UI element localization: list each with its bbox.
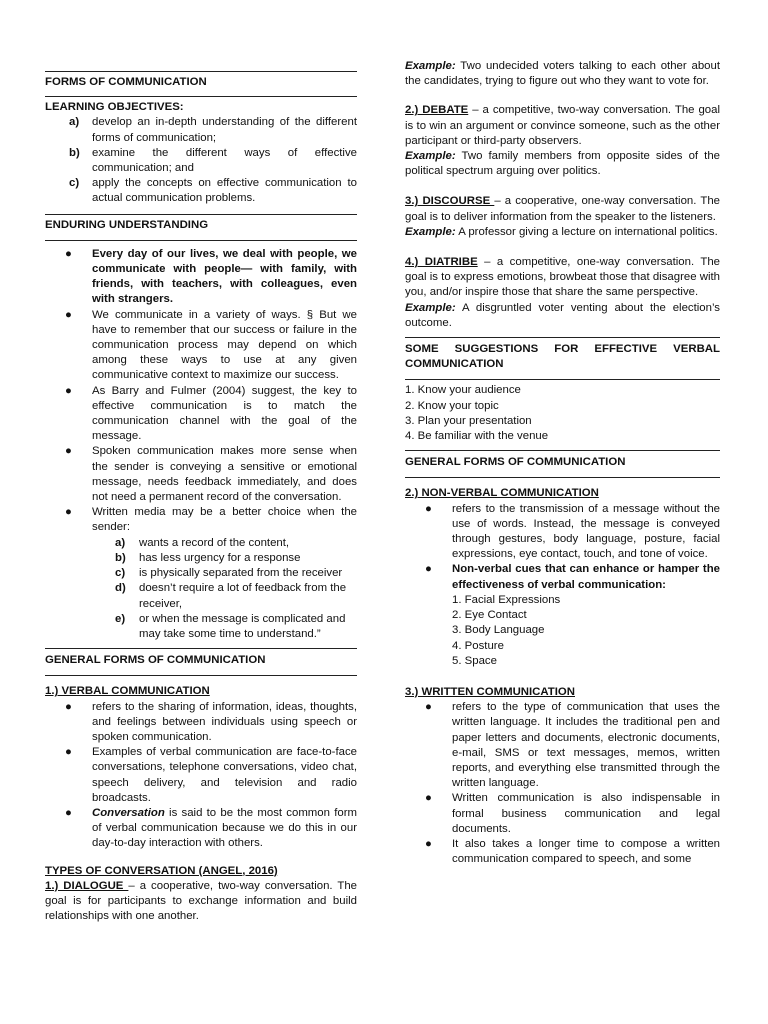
list-item: ● It also takes a longer time to compose a written communication compared to speech, and some [425,837,720,866]
list-item: ● refers to the sharing of information, ideas, thoughts, and feelings between individuals using speech or spoken communication. [65,700,357,743]
written-heading: 3.) WRITTEN COMMUNICATION [405,685,575,698]
divider [45,648,357,649]
discourse-paragraph: 3.) DISCOURSE – a cooperative, one-way conversation. The goal is to deliver information from the speaker to the listeners. [405,195,720,223]
divider [45,675,357,676]
verbal-list [45,700,357,852]
list-item: ● Conversation is said to be the most common form of verbal communication because we do this in our day-to-day interaction with others. [65,806,357,850]
list-item: b) has less urgency for a response [115,551,301,564]
list-item: 2. Know your topic [405,399,499,412]
list-item: 3. Plan your presentation [405,414,532,427]
general-forms-heading: GENERAL FORMS OF COMMUNICATION [405,456,626,469]
enduring-list [45,247,357,642]
list-item: ● As Barry and Fulmer (2004) suggest, the key to effective communication is to match the communication channel with the goal of the message. [65,384,357,443]
list-item: e) or when the message is complicated and may take some time to understand.” [115,612,346,640]
list-item: ● We communicate in a variety of ways. § But we have to remember that our success or failure in the communication process may depend on which among these ways to use at any given communicative context to maximize our success. [65,308,357,382]
list-item: 1. Know your audience [405,384,521,397]
general-forms-heading: GENERAL FORMS OF COMMUNICATION [45,654,266,667]
list-item: b) examine the different ways of effective communication; and [69,146,357,175]
enduring-heading: ENDURING UNDERSTANDING [45,218,209,231]
divider [45,71,357,72]
divider [405,450,720,451]
list-item: a) develop an in-depth understanding of the different forms of communication; [69,116,357,144]
list-item: ● Written communication is also indispensable in formal business communication and legal documents. [425,792,720,835]
verbal-heading: 1.) VERBAL COMMUNICATION [45,685,210,698]
divider [45,96,357,97]
divider [45,214,357,215]
list-item: 4. Posture [452,639,504,652]
list-item: a) wants a record of the content, [115,536,290,549]
list-item: ● Spoken communication makes more sense when the sender is conveying a sensitive or emotional message, needs feedback immediately, and does not need a permanent record of the conversation. [65,445,357,504]
list-item: ● Examples of verbal communication are face-to-face conversations, telephone conversations, video chat, speech delivery, and television and radio broadcasts. [65,746,357,804]
list-item: c) is physically separated from the receiver [115,567,343,580]
list-item: c) apply the concepts on effective communication to actual communication problems. [69,177,357,205]
divider [405,477,720,478]
dialogue-paragraph: 1.) DIALOGUE – a cooperative, two-way conversation. The goal is for participants to exchange information and build relationships with one another. [45,879,357,923]
list-item: d) doesn’t require a lot of feedback from the receiver, [115,582,347,610]
list-item: ● Every day of our lives, we deal with people, we communicate with people— with family, with friends, with teachers, with colleagues, even with strangers. [65,247,357,306]
debate-paragraph: 2.) DEBATE – a competitive, two-way conversation. The goal is to win an argument or convince someone, such as the other participant or third-party observers. [405,104,721,147]
suggestions-heading: SOME SUGGESTIONS FOR EFFECTIVE VERBAL COMMUNICATION [405,343,720,371]
list-item: 2. Eye Contact [452,609,527,622]
suggestions-list [405,383,720,444]
dialogue-example: Example: Two undecided voters talking to each other about the candidates, trying to figure out who they want to vote for. [405,60,720,88]
list-item: ● Non-verbal cues that can enhance or hamper the effectiveness of verbal communication: [425,563,720,591]
divider [405,379,720,380]
diatribe-paragraph: 4.) DIATRIBE – a competitive, one-way conversation. The goal is to express emotions, browbeat those that disagree with you, and/or inspire those that share the same perspective. [405,256,720,299]
objectives-heading: LEARNING OBJECTIVES: [45,101,184,114]
left-column [45,0,357,924]
list-item: 1. Facial Expressions [452,593,561,606]
divider [45,240,357,241]
list-item: 4. Be familiar with the venue [405,430,549,443]
list-item: 5. Space [452,654,497,667]
debate-example: Example: Two family members from opposite sides of the political spectrum arguing over politics. [405,150,720,178]
right-column [405,0,720,867]
list-item: ● Written media may be a better choice when the sender: [65,506,357,534]
list-item: ● refers to the type of communication that uses the written language. It includes the traditional pen and paper letters and documents, electronic documents, e-mail, SMS or text messages, memos, written reports, and everything else transmitted through the written language. [425,701,720,790]
discourse-example: Example: A professor giving a lecture on international politics. [405,225,718,238]
types-heading: TYPES OF CONVERSATION (ANGEL, 2016) [45,864,278,877]
nonverbal-heading: 2.) NON-VERBAL COMMUNICATION [405,487,599,500]
diatribe-example: Example: A disgruntled voter venting about the election’s outcome. [405,301,720,329]
page-title: FORMS OF COMMUNICATION [45,76,207,88]
objectives-list [45,115,357,206]
list-item: ● refers to the transmission of a message without the use of words. Instead, the message is conveyed through gestures, body language, posture, facial expressions, eye contact, touch, and tone of voice. [425,502,720,561]
list-item: 3. Body Language [452,624,545,637]
nonverbal-list [405,502,720,669]
written-list [405,700,720,867]
divider [405,337,720,338]
